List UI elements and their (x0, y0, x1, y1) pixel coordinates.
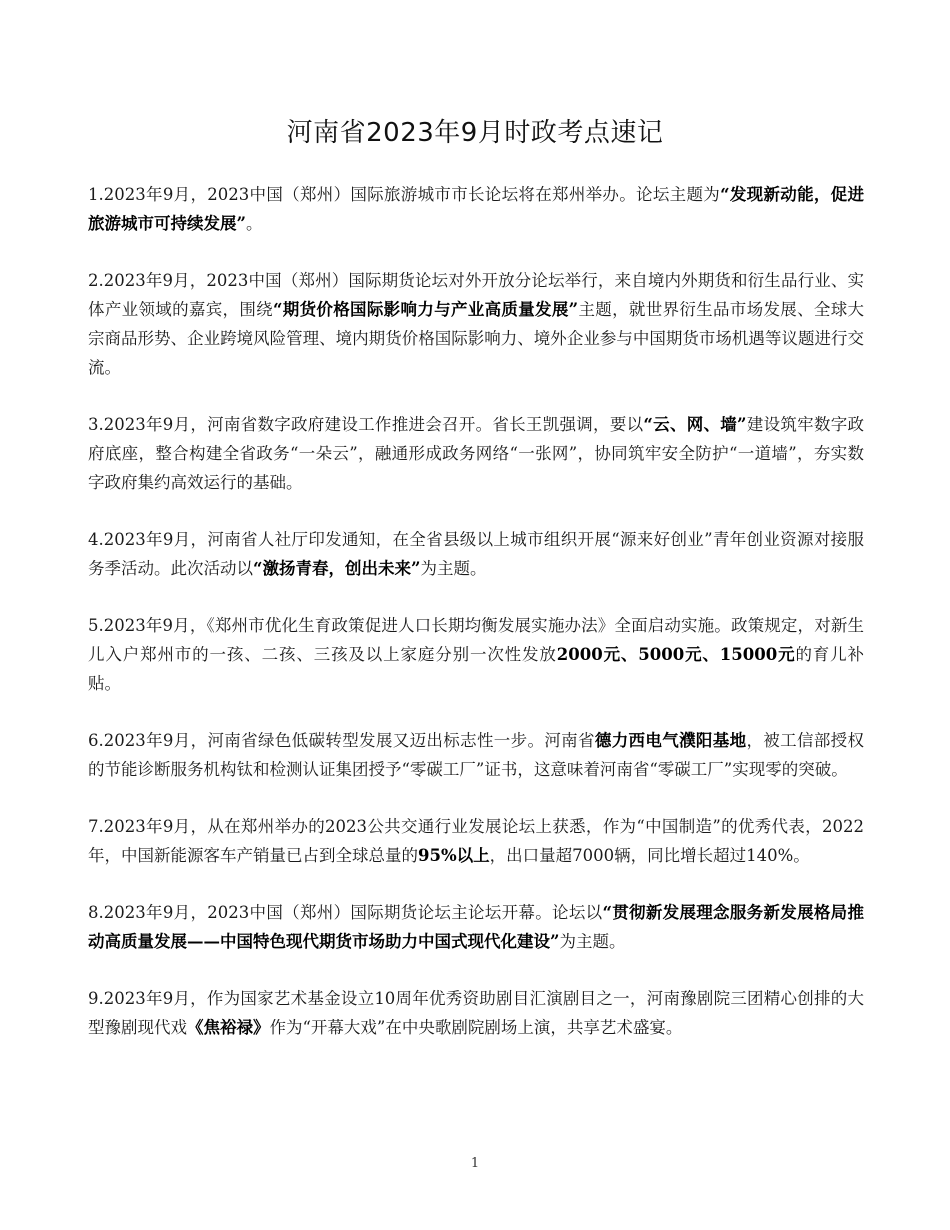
news-item-2 (88, 266, 864, 382)
news-item-3 (88, 410, 864, 497)
document-body (88, 180, 864, 1070)
news-item-text: 2.2023年9月，2023中国（郑州）国际期货论坛对外开放分论坛举行，来自境内外期货和衍生品行业、实体产业领域的嘉宾，围绕 (88, 271, 864, 319)
news-item-text: 4.2023年9月，河南省人社厅印发通知，在全省县级以上城市组织开展“源来好创业”青年创业资源对接服务季活动。此次活动以 (88, 530, 864, 578)
news-item-text: 的育儿补贴。 (88, 645, 865, 693)
news-item-highlight: “发现新动能，促进旅游城市可持续发展” (88, 185, 864, 233)
news-item-1 (88, 180, 864, 238)
news-item-highlight: “期货价格国际影响力与产业高质量发展” (272, 300, 579, 319)
news-item-text: 1.2023年9月，2023中国（郑州）国际旅游城市市长论坛将在郑州举办。论坛主题为 (88, 185, 721, 204)
news-item-text: 建设筑牢数字政府底座，整合构建全省政务“一朵云”，融通形成政务网络“一张网”，协同筑牢安全防护“一道墙”，夯实数字政府集约高效运行的基础。 (88, 415, 865, 492)
news-item-5 (88, 611, 864, 698)
news-item-9 (88, 984, 864, 1042)
news-item-highlight: 德力西电气濮阳基地 (594, 731, 747, 750)
news-item-text: 。 (246, 214, 263, 233)
news-item-highlight: 《焦裕禄》 (187, 1018, 270, 1037)
news-item-highlight: “云、网、墙” (643, 415, 747, 434)
news-item-8 (88, 898, 864, 956)
news-item-highlight: “贯彻新发展理念服务新发展格局推动高质量发展——中国特色现代期货市场助力中国式现代化建设” (88, 903, 864, 951)
news-item-text: 主题，就世界衍生品市场发展、全球大宗商品形势、企业跨境风险管理、境内期货价格国际影响力、境外企业参与中国期货市场机遇等议题进行交流。 (88, 300, 865, 377)
news-item-highlight: 95%以上 (418, 846, 490, 865)
news-item-4 (88, 525, 864, 583)
news-item-highlight: “激扬青春，创出未来” (253, 559, 421, 578)
news-item-7 (88, 812, 864, 870)
news-item-text: 作为“开幕大戏”在中央歌剧院剧场上演，共享艺术盛宴。 (269, 1018, 683, 1037)
news-item-text: 6.2023年9月，河南省绿色低碳转型发展又迈出标志性一步。河南省 (88, 731, 595, 750)
news-item-text: 9.2023年9月，作为国家艺术基金设立10周年优秀资助剧目汇演剧目之一，河南豫剧院三团精心创排的大型豫剧现代戏 (88, 989, 864, 1037)
page-number: 1 (470, 1156, 480, 1171)
news-item-text: 7.2023年9月，从在郑州举办的2023公共交通行业发展论坛上获悉，作为“中国制造”的优秀代表，2022年，中国新能源客车产销量已占到全球总量的 (88, 817, 864, 865)
news-item-text: 3.2023年9月，河南省数字政府建设工作推进会召开。省长王凯强调，要以 (88, 415, 644, 434)
news-item-highlight: 2000元、5000元、15000元 (556, 645, 796, 664)
news-item-6 (88, 726, 864, 784)
news-item-text: ，出口量超7000辆，同比增长超过140%。 (489, 846, 810, 865)
news-item-text: 为主题。 (559, 932, 626, 951)
news-item-text: 8.2023年9月，2023中国（郑州）国际期货论坛主论坛开幕。论坛以 (88, 903, 603, 922)
news-item-text: ，被工信部授权的节能诊断服务机构钛和检测认证集团授予“零碳工厂”证书，这意味着河南省“零碳工厂”实现零的突破。 (88, 731, 865, 779)
news-item-text: 5.2023年9月，《郑州市优化生育政策促进人口长期均衡发展实施办法》全面启动实施。政策规定，对新生儿入户郑州市的一孩、二孩、三孩及以上家庭分别一次性发放 (88, 616, 864, 664)
document-title: 河南省2023年9月时政考点速记 (286, 118, 664, 148)
news-item-text: 为主题。 (420, 559, 487, 578)
